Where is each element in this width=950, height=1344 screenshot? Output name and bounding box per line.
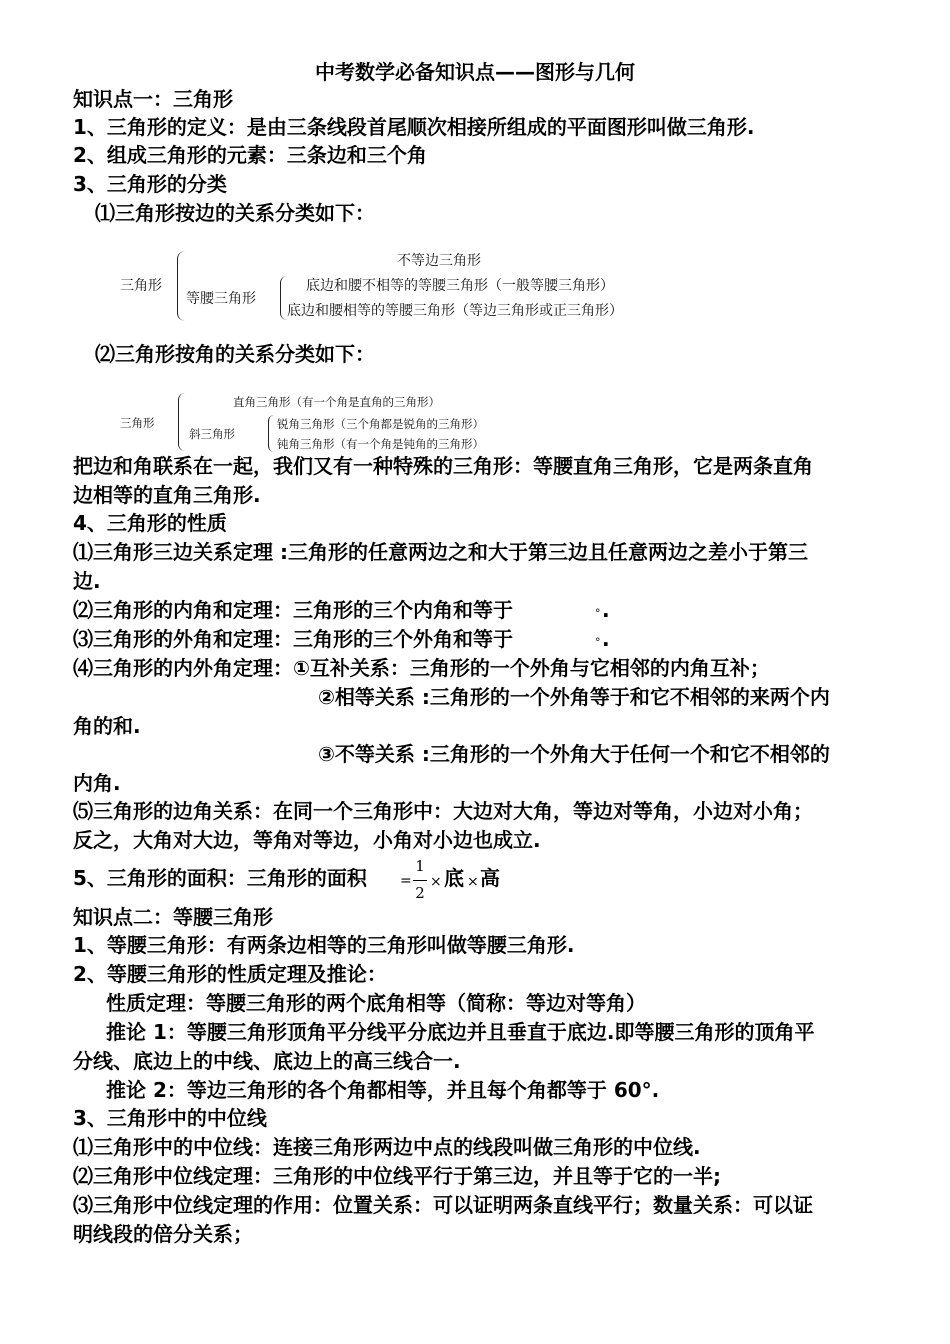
exterior-degree-mark: ° xyxy=(595,636,601,649)
isosceles-right-paragraph-line2: 边相等的直角三角形. xyxy=(73,483,261,507)
interior-exterior-theorem-line2: ②相等关系 :三角形的一个外角等于和它不相邻的来两个内 xyxy=(318,685,830,709)
side-relation-theorem-line2: 边. xyxy=(73,569,101,593)
interior-exterior-theorem-line4: ③不等关系 :三角形的一个外角大于任何一个和它不相邻的 xyxy=(318,742,830,766)
side-angle-relation-line2: 反之，大角对大边，等角对等边，小角对小边也成立. xyxy=(73,828,541,852)
tree1-iso-equilateral: 底边和腰相等的等腰三角形（等边三角形或正三角形） xyxy=(287,303,623,319)
side-relation-theorem-line1: ⑴三角形三边关系定理 :三角形的任意两边之和大于第三边且任意两边之差小于第三 xyxy=(73,540,808,564)
section-heading-isosceles: 知识点二：等腰三角形 xyxy=(73,905,273,929)
tree1-scalene: 不等边三角形 xyxy=(397,253,481,269)
corollary1-line2: 分线、底边上的中线、底边上的高三线合一. xyxy=(73,1049,461,1073)
interior-angle-sum-theorem: ⑵三角形的内角和定理：三角形的三个内角和等于 xyxy=(73,598,513,622)
page-title: 中考数学必备知识点——图形与几何 xyxy=(315,60,635,84)
area-height: 高 xyxy=(480,866,500,890)
isosceles-definition: 1、等腰三角形：有两条边相等的三角形叫做等腰三角形. xyxy=(73,933,575,957)
area-times-2: × xyxy=(467,874,479,890)
classify-by-angle-heading: ⑵三角形按角的关系分类如下： xyxy=(95,342,375,366)
tree2-root: 三角形 xyxy=(120,416,155,430)
tree2-acute: 锐角三角形（三个角都是锐角的三角形） xyxy=(277,417,484,431)
isosceles-properties-heading: 2、等腰三角形的性质定理及推论： xyxy=(73,962,387,986)
area-fraction-bar xyxy=(413,880,427,881)
tree2-brace-inner xyxy=(268,415,274,452)
corollary2: 推论 2：等边三角形的各个角都相等，并且每个角都等于 60°. xyxy=(106,1078,660,1102)
midline-theorem: ⑵三角形中位线定理：三角形的中位线平行于第三边，并且等于它的一半; xyxy=(73,1164,721,1188)
interior-exterior-theorem-line1: ⑷三角形的内外角定理：①互补关系：三角形的一个外角与它相邻的内角互补； xyxy=(73,656,770,680)
triangle-properties-heading: 4、三角形的性质 xyxy=(73,511,227,535)
midline-usage-line1: ⑶三角形中位线定理的作用：位置关系：可以证明两条直线平行；数量关系：可以证 xyxy=(73,1193,813,1217)
tree2-right: 直角三角形（有一个角是直角的三角形） xyxy=(233,395,440,409)
tree2-oblique: 斜三角形 xyxy=(189,427,235,441)
tree2-obtuse: 钝角三角形（有一个角是钝角的三角形） xyxy=(277,437,484,451)
tree2-brace-outer xyxy=(178,393,185,451)
midline-definition: ⑴三角形中的中位线：连接三角形两边中点的线段叫做三角形的中位线. xyxy=(73,1135,701,1159)
triangle-definition: 1、三角形的定义：是由三条线段首尾顺次相接所组成的平面图形叫做三角形. xyxy=(73,115,755,139)
area-fraction-numerator: 1 xyxy=(415,857,425,875)
triangle-elements: 2、组成三角形的元素：三条边和三个角 xyxy=(73,143,427,167)
side-angle-relation-line1: ⑸三角形的边角关系：在同一个三角形中：大边对大角，等边对等角，小边对小角； xyxy=(73,799,813,823)
triangle-classification-heading: 3、三角形的分类 xyxy=(73,172,227,196)
isosceles-property-theorem: 性质定理：等腰三角形的两个底角相等（简称：等边对等角） xyxy=(106,991,646,1015)
tree1-brace-inner xyxy=(280,276,287,320)
tree1-root: 三角形 xyxy=(120,278,162,294)
exterior-period: . xyxy=(602,627,610,651)
midline-heading: 3、三角形中的中位线 xyxy=(73,1106,267,1130)
area-fraction-denominator: 2 xyxy=(415,884,425,902)
triangle-area-label: 5、三角形的面积：三角形的面积 xyxy=(73,866,367,890)
exterior-angle-sum-theorem: ⑶三角形的外角和定理：三角形的三个外角和等于 xyxy=(73,627,513,651)
area-equals: = xyxy=(400,873,412,889)
interior-exterior-theorem-line3: 角的和. xyxy=(73,714,141,738)
corollary1-line1: 推论 1：等腰三角形顶角平分线平分底边并且垂直于底边.即等腰三角形的顶角平 xyxy=(106,1020,815,1044)
interior-exterior-theorem-line5: 内角. xyxy=(73,771,121,795)
tree1-isosceles: 等腰三角形 xyxy=(186,291,256,307)
area-times-1: × xyxy=(430,874,442,890)
interior-period: . xyxy=(602,598,610,622)
section-heading-triangle: 知识点一：三角形 xyxy=(73,87,233,111)
tree1-iso-general: 底边和腰不相等的等腰三角形（一般等腰三角形） xyxy=(306,278,614,294)
classify-by-side-heading: ⑴三角形按边的关系分类如下： xyxy=(95,201,375,225)
isosceles-right-paragraph-line1: 把边和角联系在一起，我们又有一种特殊的三角形：等腰直角三角形，它是两条直角 xyxy=(73,454,813,478)
interior-degree-mark: ° xyxy=(595,607,601,620)
midline-usage-line2: 明线段的倍分关系； xyxy=(73,1222,253,1246)
area-base: 底 xyxy=(444,866,464,890)
tree1-brace-outer xyxy=(177,251,185,321)
